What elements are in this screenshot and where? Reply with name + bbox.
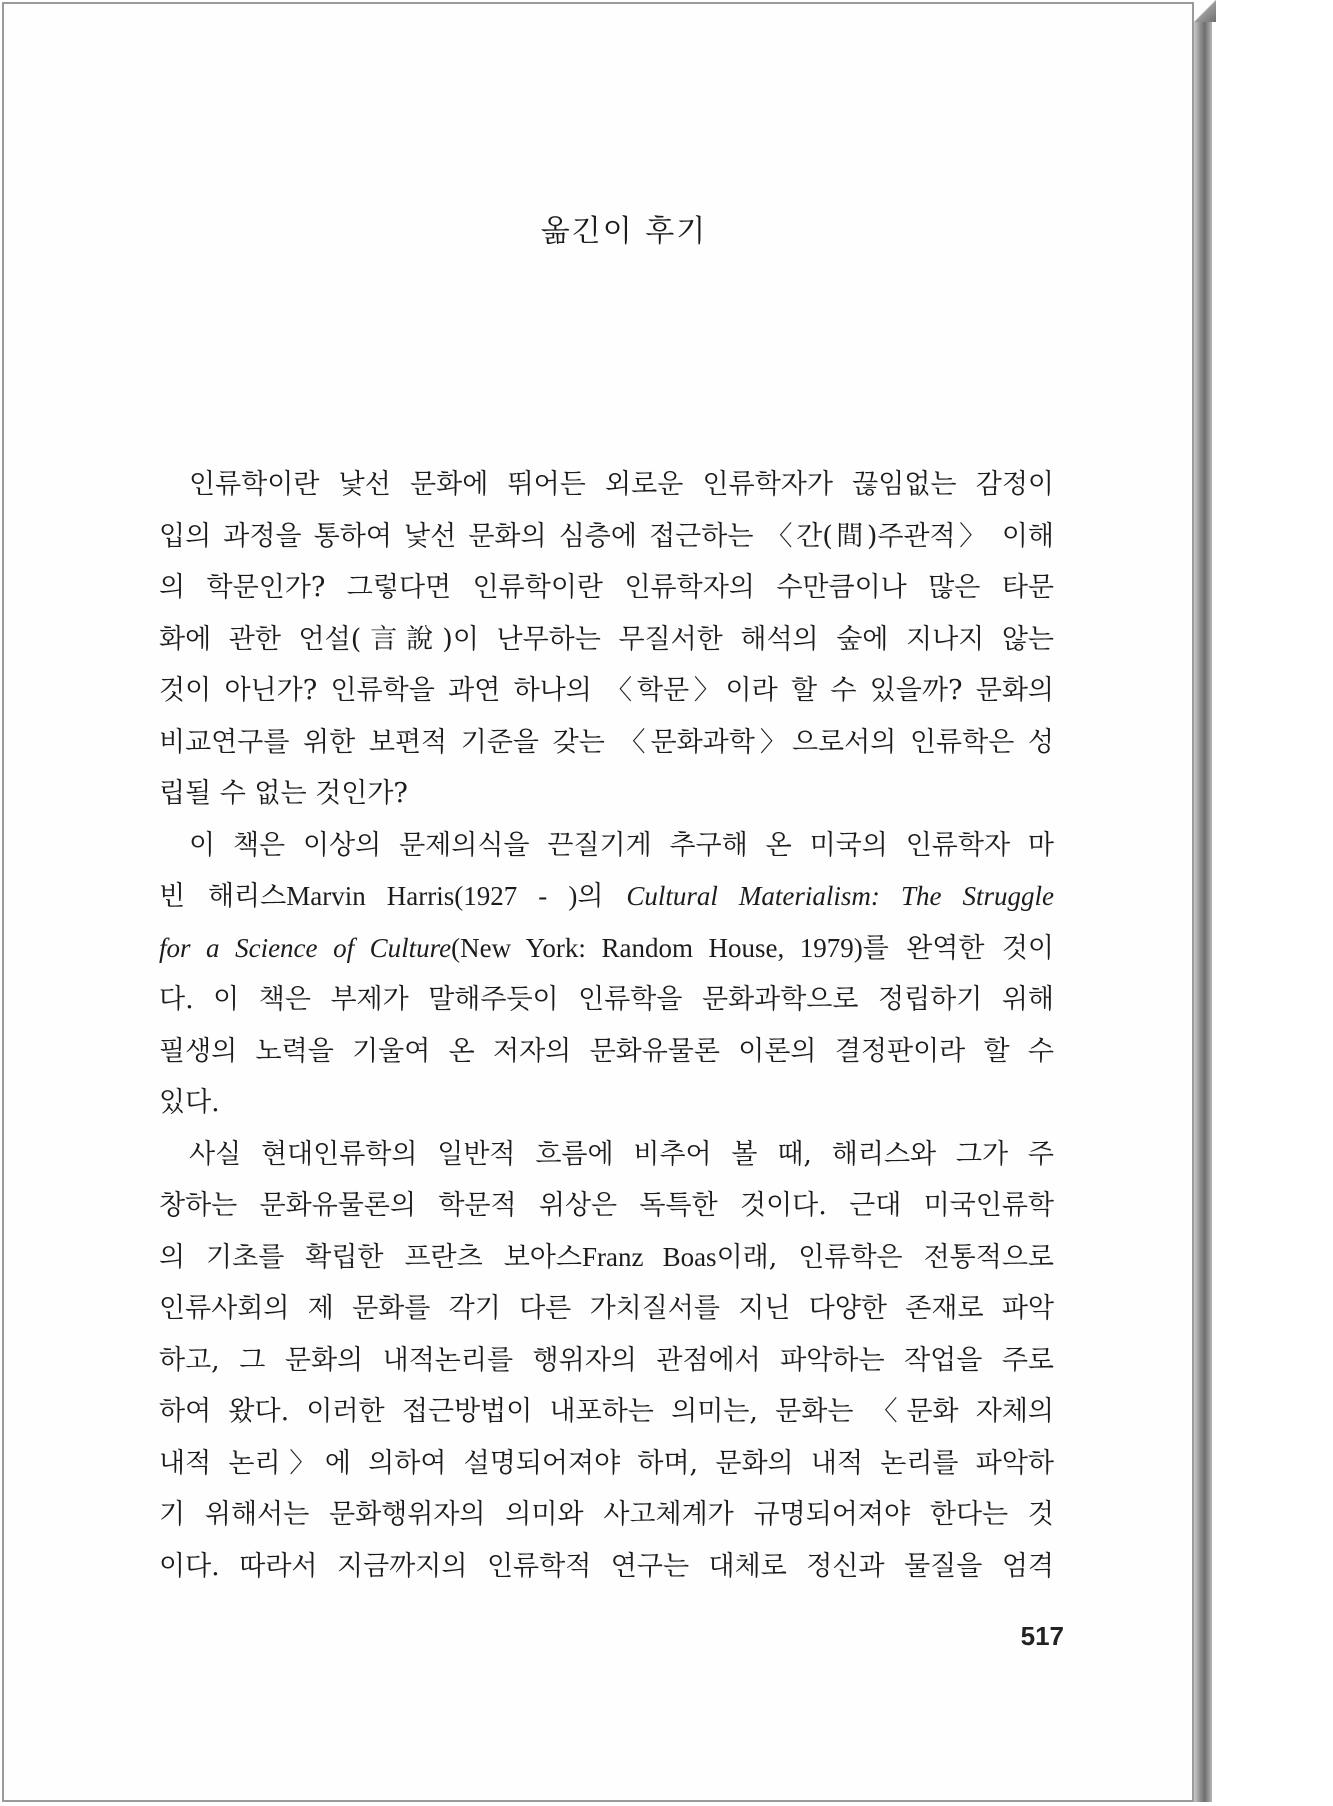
page-number: 517 <box>1020 1621 1064 1651</box>
paragraph-2-line-1: 이 책은 이상의 문제의식을 끈질기게 추구해 온 미국의 인류학자 마 <box>189 829 1054 861</box>
paragraph-1-line-4: 화에 관한 언설(言說)이 난무하는 무질서한 해석의 숲에 지나지 않는 <box>159 623 1054 655</box>
paragraph-1-line-1: 인류학이란 낯선 문화에 뛰어든 외로운 인류학자가 끊임없는 감정이 <box>189 469 1054 500</box>
paragraph-3-line-6: 하여 왔다. 이러한 접근방법이 내포하는 의미는, 문화는 〈문화 자체의 <box>159 1396 1054 1427</box>
paragraph-1-line-7: 립될 수 없는 것인가? <box>159 778 408 809</box>
particle: 의 <box>577 881 627 912</box>
paragraph-1-line-3: 의 학문인가? 그렇다면 인류학이란 인류학자의 수만큼이나 많은 타문 <box>159 572 1054 603</box>
paragraph-2-line-3-tail: 를 완역한 것이 <box>862 932 1054 964</box>
boas-name-latin: Franz Boas <box>581 1241 717 1272</box>
paragraph-3-line-9: 이다. 따라서 지금까지의 인류학적 연구는 대체로 정신과 물질을 엄격 <box>159 1550 1054 1582</box>
page-stack-edge <box>1194 2 1212 1802</box>
paragraph-2-line-6: 있다. <box>159 1087 220 1118</box>
chapter-title: 옮긴이 후기 <box>540 214 708 249</box>
body-text <box>159 459 1054 1592</box>
page-corner <box>1194 0 1216 22</box>
paragraph-3-line-1: 사실 현대인류학의 일반적 흐름에 비추어 볼 때, 해리스와 그가 주 <box>189 1138 1054 1170</box>
paragraph-1-line-2: 입의 과정을 통하여 낯선 문화의 심층에 접근하는 〈간(間)주관적〉 이해 <box>159 520 1054 552</box>
paragraph-1-line-5: 것이 아닌가? 인류학을 과연 하나의 〈학문〉이라 할 수 있을까? 문화의 <box>159 675 1054 706</box>
paragraph-2-line-4: 다. 이 책은 부제가 말해주듯이 인류학을 문화과학으로 정립하기 위해 <box>159 984 1054 1015</box>
book-page <box>2 2 1194 1802</box>
paragraph-3-line-5: 하고, 그 문화의 내적논리를 행위자의 관점에서 파악하는 작업을 주로 <box>159 1344 1054 1376</box>
paragraph-3-line-3-tail: 이래, 인류학은 전통적으로 <box>716 1241 1054 1273</box>
paragraph-2-line-5: 필생의 노력을 기울여 온 저자의 문화유물론 이론의 결정판이라 할 수 <box>159 1035 1054 1067</box>
paragraph-3-line-8: 기 위해서는 문화행위자의 의미와 사고체계가 규명되어져야 한다는 것 <box>159 1499 1054 1530</box>
book-title-part-1: Cultural Materialism: The Struggle <box>626 881 1054 911</box>
paragraph-3-line-2: 창하는 문화유물론의 학문적 위상은 독특한 것이다. 근대 미국인류학 <box>159 1190 1054 1221</box>
paragraph-2-line-2 <box>159 871 1054 923</box>
paragraph-3-line-3 <box>159 1232 1054 1284</box>
author-name-latin: Marvin Harris(1927 - ) <box>286 881 578 911</box>
paragraph-1-line-6: 비교연구를 위한 보편적 기준을 갖는 〈문화과학〉으로서의 인류학은 성 <box>159 726 1054 758</box>
author-name-korean: 빈 해리스 <box>159 881 287 912</box>
paragraph-2-line-3 <box>159 923 1054 975</box>
paragraph-3-line-3-head: 의 기초를 확립한 프란츠 보아스 <box>159 1241 582 1273</box>
paragraph-3-line-4: 인류사회의 제 문화를 각기 다른 가치질서를 지닌 다양한 존재로 파악 <box>159 1293 1054 1324</box>
publication-info: (New York: Random House, 1979) <box>451 932 863 963</box>
book-title-part-2: for a Science of Culture <box>159 932 452 963</box>
paragraph-3-line-7: 내적 논리〉에 의하여 설명되어져야 하며, 문화의 내적 논리를 파악하 <box>159 1447 1054 1479</box>
